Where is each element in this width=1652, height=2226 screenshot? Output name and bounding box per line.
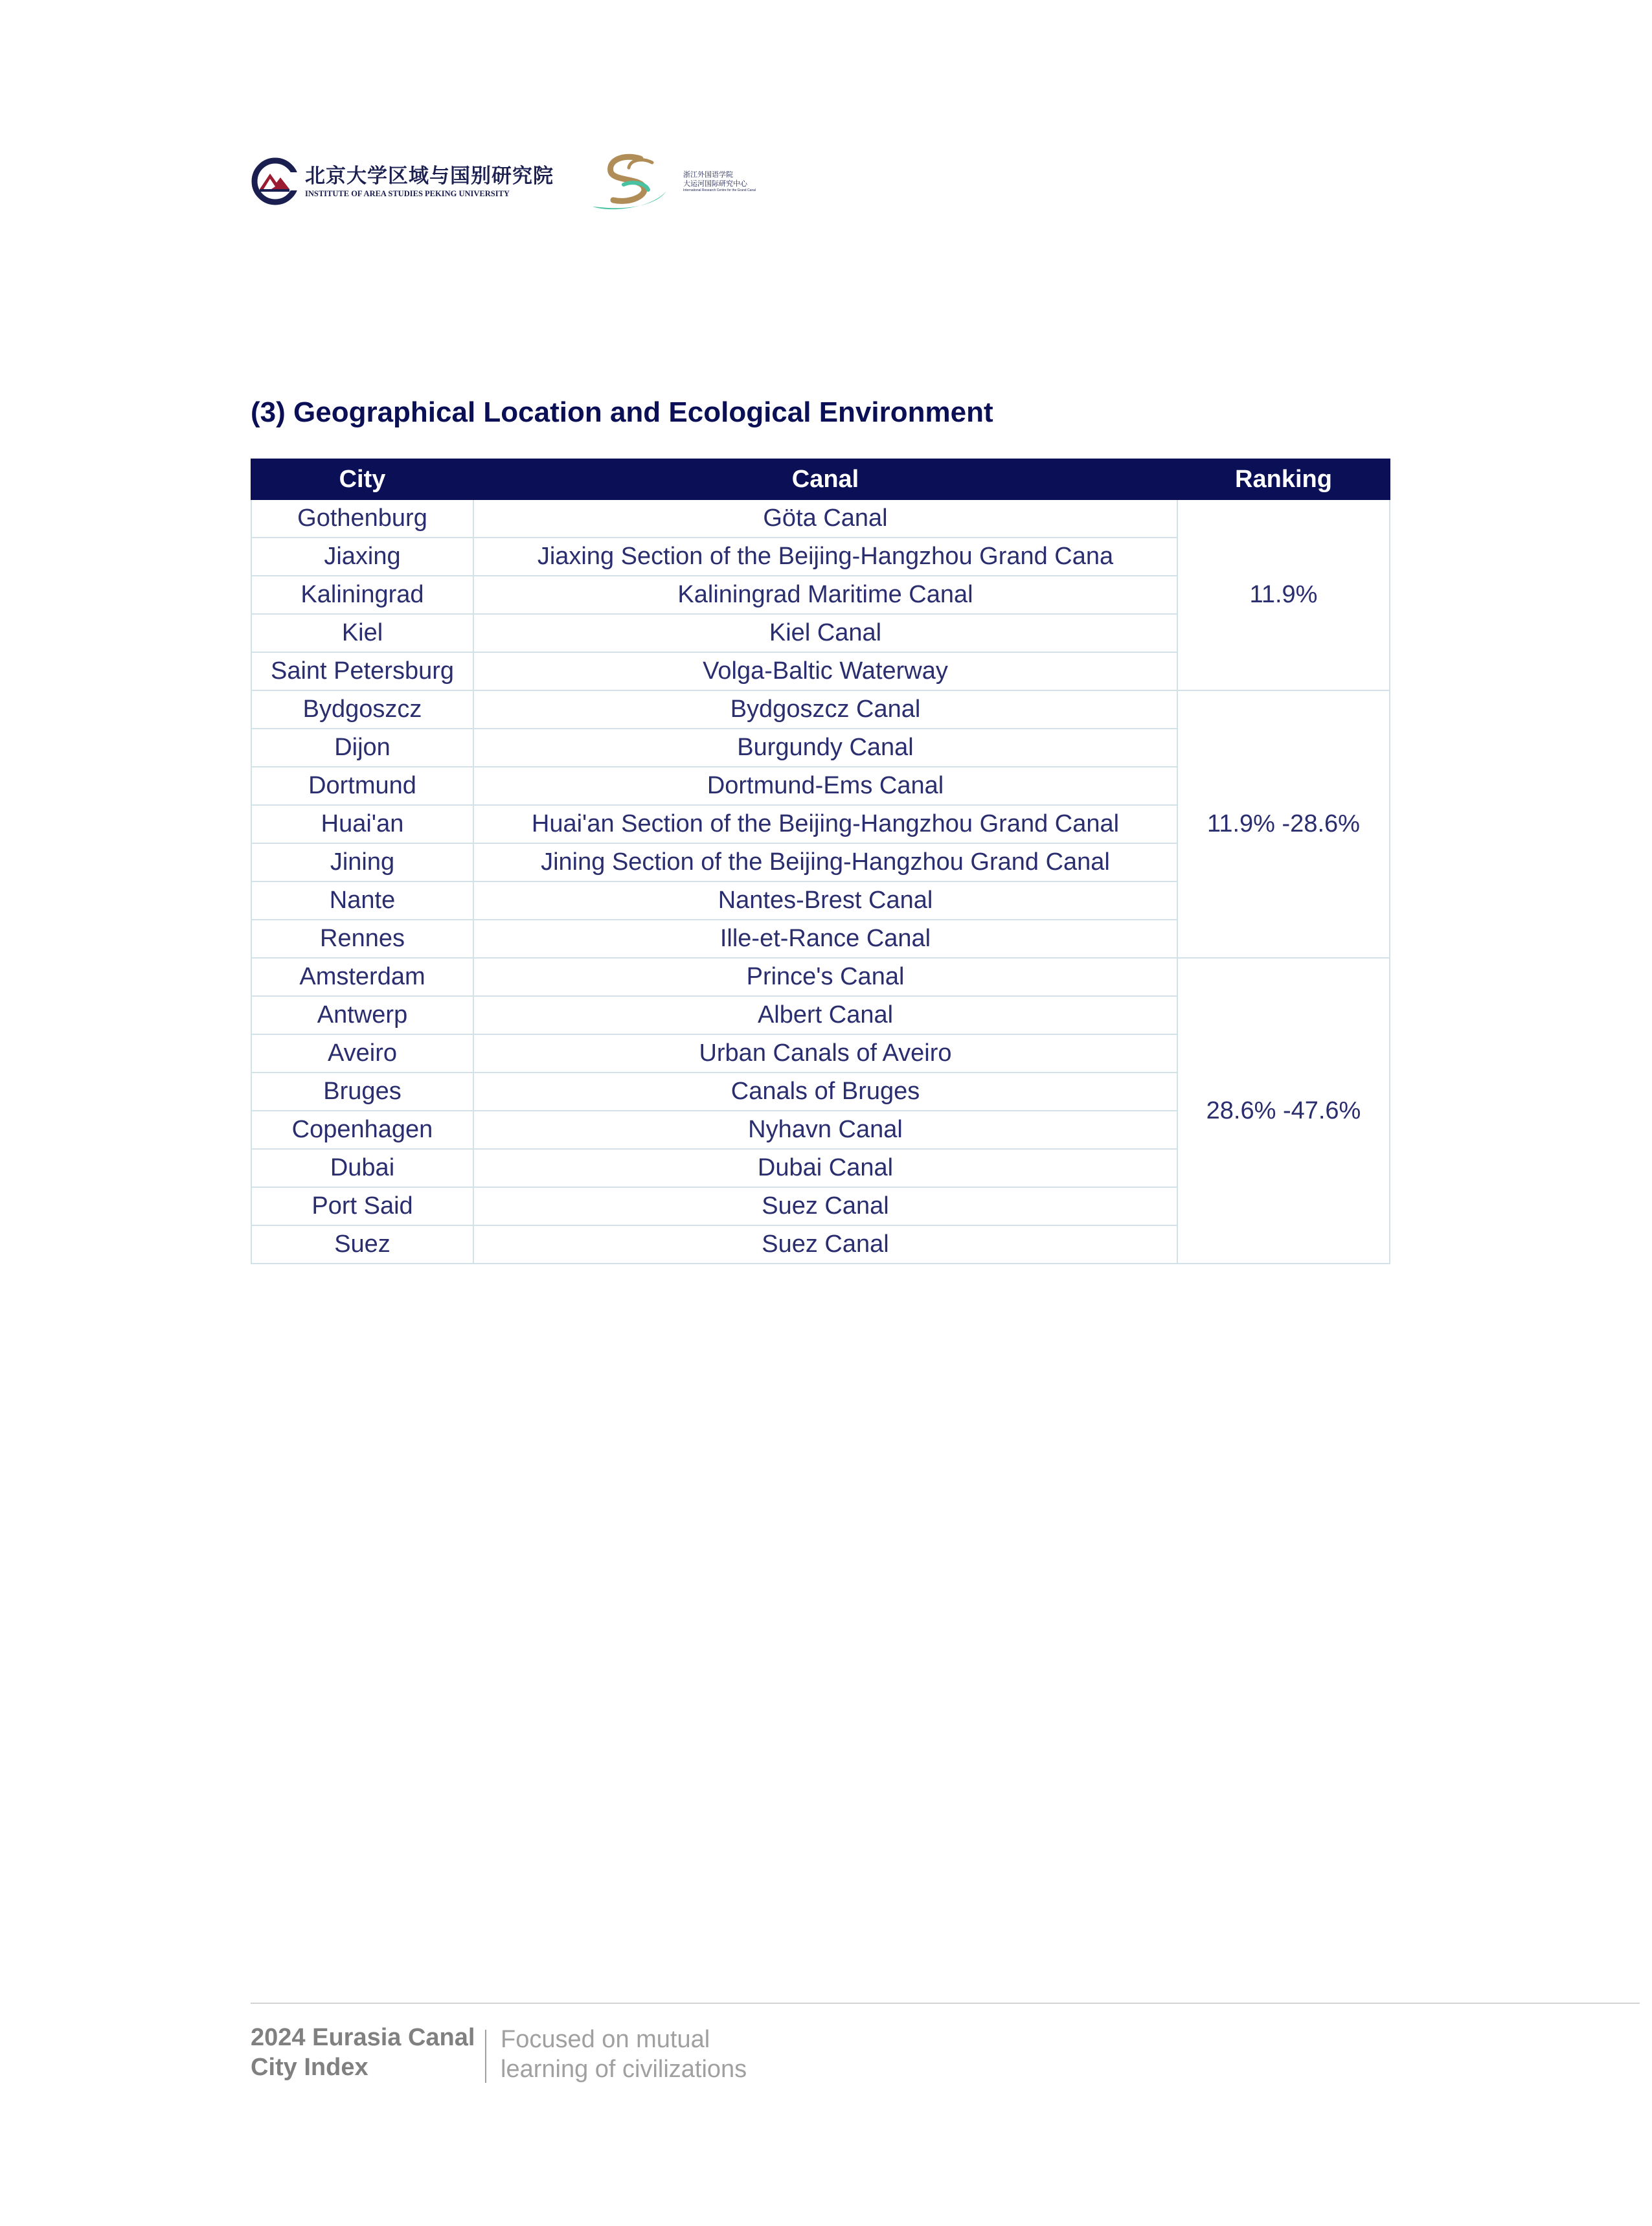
- cell-canal: Jiaxing Section of the Beijing-Hangzhou Grand Cana: [473, 538, 1177, 576]
- cell-canal: Albert Canal: [473, 996, 1177, 1034]
- cell-canal: Suez Canal: [473, 1225, 1177, 1264]
- cell-city: Gothenburg: [251, 499, 473, 538]
- column-header-canal: Canal: [473, 459, 1177, 499]
- cell-city: Kaliningrad: [251, 576, 473, 614]
- column-header-ranking: Ranking: [1177, 459, 1390, 499]
- cell-canal: Burgundy Canal: [473, 729, 1177, 767]
- cell-city: Aveiro: [251, 1034, 473, 1073]
- cell-city: Kiel: [251, 614, 473, 652]
- table-row: [251, 958, 1390, 996]
- table-header-row: [251, 459, 1390, 499]
- cell-canal: Bydgoszcz Canal: [473, 690, 1177, 729]
- cell-ranking: 28.6% -47.6%: [1177, 958, 1390, 1264]
- cell-ranking: 11.9% -28.6%: [1177, 690, 1390, 958]
- cell-city: Antwerp: [251, 996, 473, 1034]
- footer-title-line1: 2024 Eurasia Canal: [251, 2024, 475, 2051]
- footer-title-line2: City Index: [251, 2054, 368, 2081]
- cell-city: Saint Petersburg: [251, 652, 473, 690]
- cell-city: Port Said: [251, 1187, 473, 1225]
- table-row: [251, 499, 1390, 538]
- logo2-english-name: International Research Centre for the Grand Canal: [683, 188, 756, 192]
- cell-city: Suez: [251, 1225, 473, 1264]
- cell-canal: Dortmund-Ems Canal: [473, 767, 1177, 805]
- canal-swirl-icon: [590, 151, 681, 212]
- cell-canal: Kaliningrad Maritime Canal: [473, 576, 1177, 614]
- cell-canal: Nyhavn Canal: [473, 1111, 1177, 1149]
- cell-city: Dortmund: [251, 767, 473, 805]
- canal-ranking-table: [251, 459, 1390, 1264]
- footer-separator: [485, 2030, 486, 2083]
- table-row: [251, 690, 1390, 729]
- cell-canal: Ille-et-Rance Canal: [473, 920, 1177, 958]
- table-body: [251, 499, 1390, 1264]
- logo1-chinese-name: 北京大学区域与国别研究院: [305, 165, 554, 188]
- footer-report-title: [251, 2023, 475, 2082]
- canal-centre-logo: [590, 151, 756, 212]
- cell-canal: Canals of Bruges: [473, 1073, 1177, 1111]
- cell-canal: Dubai Canal: [473, 1149, 1177, 1187]
- footer-tagline-line2: learning of civilizations: [501, 2056, 747, 2083]
- cell-city: Nante: [251, 881, 473, 920]
- footer-tagline: [501, 2025, 747, 2084]
- cell-canal: Göta Canal: [473, 499, 1177, 538]
- peking-university-logo: [251, 157, 554, 206]
- cell-city: Dijon: [251, 729, 473, 767]
- cell-canal: Nantes-Brest Canal: [473, 881, 1177, 920]
- cell-canal: Huai'an Section of the Beijing-Hangzhou Grand Canal: [473, 805, 1177, 843]
- cell-canal: Prince's Canal: [473, 958, 1177, 996]
- cell-city: Bruges: [251, 1073, 473, 1111]
- cell-canal: Volga-Baltic Waterway: [473, 652, 1177, 690]
- cell-canal: Suez Canal: [473, 1187, 1177, 1225]
- logo2-chinese-line2: 大运河国际研究中心: [683, 179, 747, 188]
- column-header-city: City: [251, 459, 473, 499]
- cell-city: Amsterdam: [251, 958, 473, 996]
- cell-city: Bydgoszcz: [251, 690, 473, 729]
- cell-canal: Jining Section of the Beijing-Hangzhou Grand Canal: [473, 843, 1177, 881]
- logo2-chinese-line1: 浙江外国语学院: [683, 170, 733, 179]
- footer-divider: [251, 2003, 1640, 2004]
- logo1-english-name: INSTITUTE OF AREA STUDIES PEKING UNIVERSITY: [305, 189, 510, 198]
- peking-university-area-studies-icon: [251, 157, 300, 206]
- cell-canal: Urban Canals of Aveiro: [473, 1034, 1177, 1073]
- cell-ranking: 11.9%: [1177, 499, 1390, 690]
- cell-city: Dubai: [251, 1149, 473, 1187]
- cell-city: Huai'an: [251, 805, 473, 843]
- footer-tagline-line1: Focused on mutual: [501, 2026, 710, 2053]
- cell-city: Jining: [251, 843, 473, 881]
- header-logos: [251, 149, 756, 214]
- cell-city: Rennes: [251, 920, 473, 958]
- section-title: (3) Geographical Location and Ecological Environment: [251, 396, 993, 428]
- cell-city: Copenhagen: [251, 1111, 473, 1149]
- cell-city: Jiaxing: [251, 538, 473, 576]
- cell-canal: Kiel Canal: [473, 614, 1177, 652]
